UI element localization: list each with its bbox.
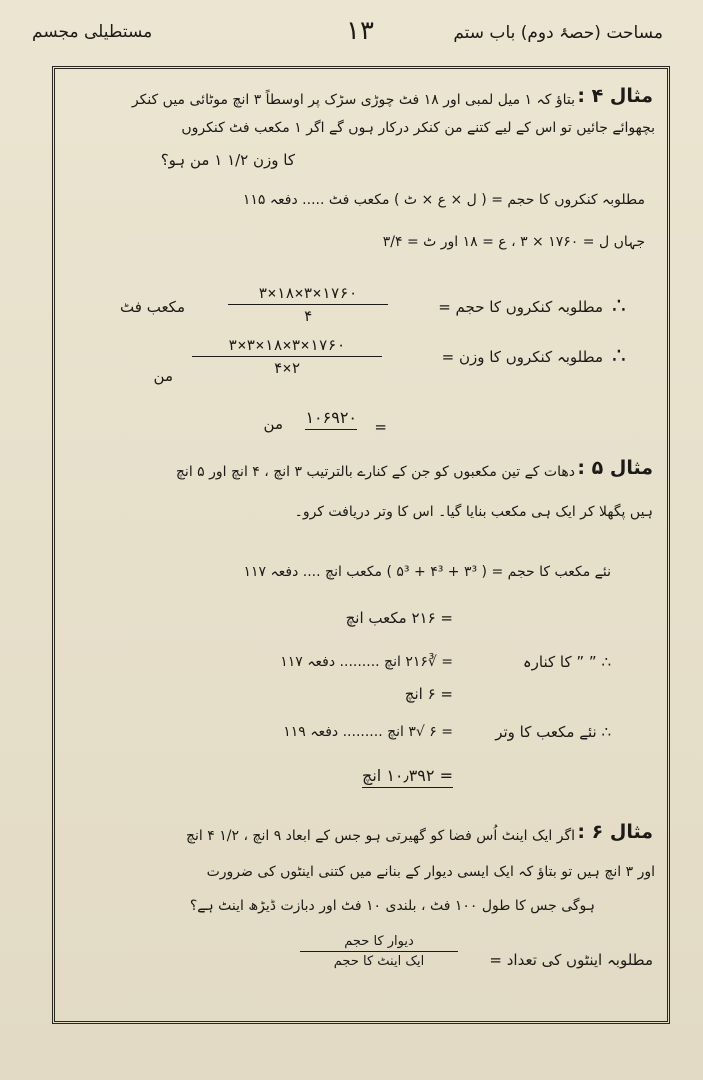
- example-5-label: مثال ۵ :: [577, 457, 653, 479]
- ex4-result-equals: =: [374, 418, 387, 436]
- ex4-volume-denominator: ۴: [303, 307, 313, 325]
- ex5-diagonal-label: ∴ نئے مکعب کا وتر: [495, 723, 611, 741]
- ex5-step-4: = ۶ √۳ انچ ......... دفعہ ۱۱۹: [283, 724, 453, 740]
- header-book-title: مساحت (حصۂ دوم) باب ستم: [453, 23, 663, 43]
- ex4-weight-fraction: [192, 336, 382, 377]
- example-4-label: مثال ۴ :: [577, 85, 653, 107]
- therefore-symbol: ∴: [612, 294, 626, 319]
- ex4-weight-numerator: ۳×۳×۱۸×۳×۱۷۶۰: [192, 336, 382, 357]
- example-5-line-1: دھات کے تین مکعبوں کو جن کے کنارے بالترتیب ۳ انچ ، ۴ انچ اور ۵ انچ: [175, 464, 575, 480]
- example-4-line-1: بتاؤ کہ ۱ میل لمبی اور ۱۸ فٹ چوڑی سڑک پر اوسطاً ۳ انچ موٹائی میں کنکر: [131, 92, 575, 108]
- ex5-new-volume: نئے مکعب کا حجم = ( ۳³ + ۴³ + ۵³ ) مکعب انچ .... دفعہ ۱۱۷: [243, 564, 611, 580]
- ex5-result: = ۱۰٫۳۹۲ انچ: [362, 766, 453, 788]
- running-header: [28, 14, 663, 62]
- ex4-volume-fraction: [228, 284, 388, 325]
- therefore-symbol: ∴: [612, 344, 626, 369]
- header-chapter-topic: مستطیلی مجسم: [32, 22, 153, 42]
- ex4-result-value: ۱۰۶۹۲۰: [305, 408, 357, 430]
- ex5-step-3: = ۶ انچ: [404, 685, 453, 703]
- example-6-label: مثال ۶ :: [577, 821, 653, 843]
- example-4-line-2: بچھوائے جائیں تو اس کے لیے کتنے من کنکر درکار ہوں گے اگر ۱ مکعب فٹ کنکروں: [181, 120, 655, 136]
- ex6-count-numerator: دیوار کا حجم: [300, 934, 458, 952]
- example-4-line-3: کا وزن ۱/۲ ۱ من ہو؟: [160, 151, 295, 169]
- example-6-line-3: ہوگی جس کا طول ۱۰۰ فٹ ، بلندی ۱۰ فٹ اور دبازت ڈیڑھ اینٹ ہے؟: [189, 898, 595, 914]
- ex5-edge-label: ∴ ” ” کا کنارہ: [522, 653, 611, 671]
- ex4-weight-label: مطلوبہ کنکروں کا وزن =: [441, 348, 603, 366]
- example-6-line-1: اگر ایک اینٹ اُس فضا کو گھیرتی ہو جس کے ابعاد ۹ انچ ، ۱/۲ ۴ انچ: [185, 828, 575, 844]
- ex6-count-denominator: ایک اینٹ کا حجم: [333, 954, 425, 969]
- ex6-count-label: مطلوبہ اینٹوں کی تعداد =: [489, 951, 653, 969]
- ex4-volume-unit: مکعب فٹ: [120, 298, 185, 316]
- ex6-count-fraction: [300, 934, 458, 969]
- ex5-step-2: = ∛۲۱۶ انچ ......... دفعہ ۱۱۷: [280, 654, 453, 670]
- ex4-formula: مطلوبہ کنکروں کا حجم = ( ل × ع × ٹ ) مکعب فٹ ..... دفعہ ۱۱۵: [242, 192, 645, 208]
- ex5-step-1: = ۲۱۶ مکعب انچ: [345, 609, 453, 627]
- example-5-line-2: ہیں پگھلا کر ایک ہی مکعب بنایا گیا۔ اس کا وتر دریافت کرو۔: [294, 504, 653, 520]
- ex4-weight-denominator: ۴×۲: [273, 359, 301, 377]
- page-number: ۱۳: [346, 16, 374, 46]
- example-6-line-2: اور ۳ انچ ہیں تو بتاؤ کہ ایک ایسی دیوار کے بنانے میں کتنی اینٹوں کی ضرورت: [206, 864, 655, 880]
- ex4-weight-unit: من: [153, 367, 173, 385]
- ex4-where-line: جہاں ل = ۱۷۶۰ × ۳ ، ع = ۱۸ اور ٹ = ۳/۴: [382, 234, 645, 250]
- ex4-volume-numerator: ۳×۱۸×۳×۱۷۶۰: [228, 284, 388, 305]
- ex4-result-unit: من: [263, 415, 283, 433]
- ex4-volume-label: مطلوبہ کنکروں کا حجم =: [438, 298, 603, 316]
